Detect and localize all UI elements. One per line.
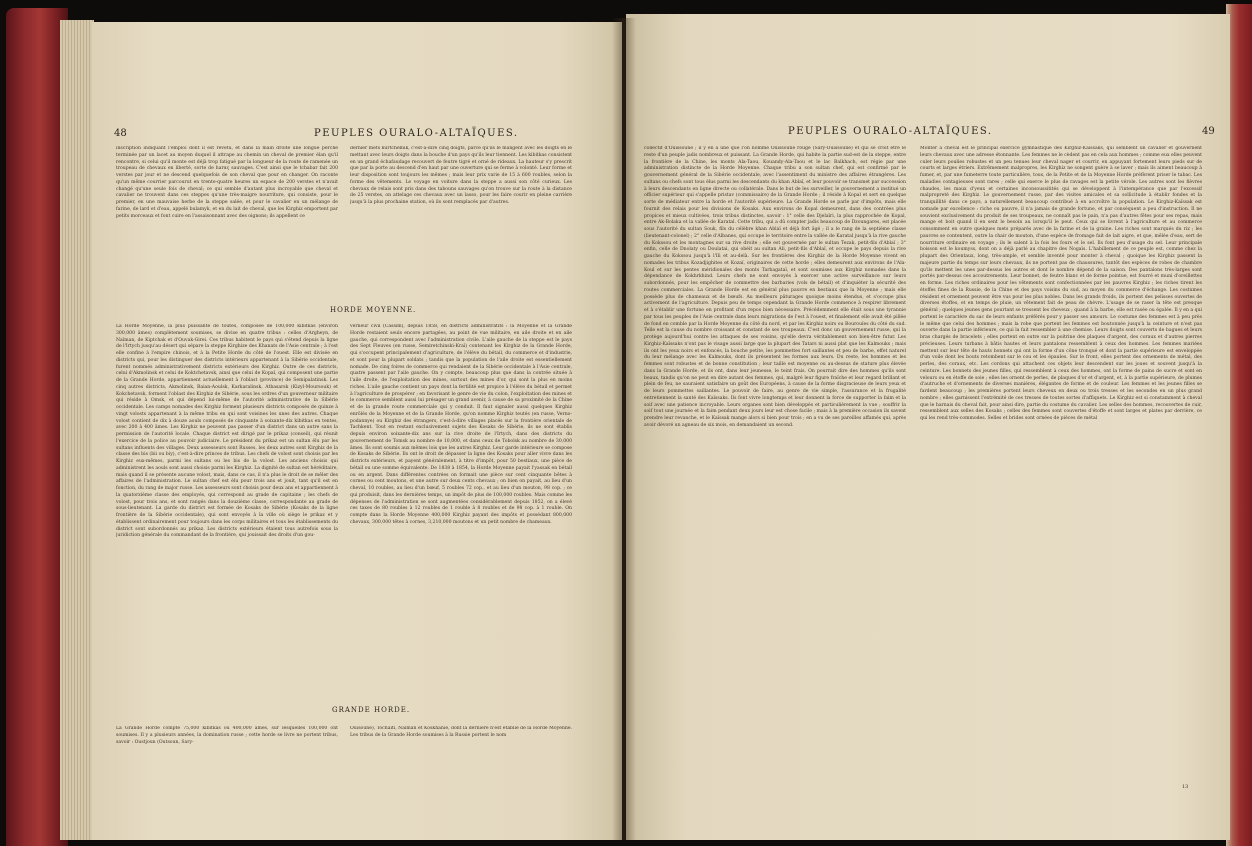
left-top-column-1: inscription indiquant l'emploi dont il est revêtu, et dans la main droite une longue perche terminée par un lacet au moyen duquel il attrape au chemin un cheval de premier élan qu'il rencontre, si celui qu'il monte est déjà trop fatigué par la longueur de la route de ramenée un troupeau de chevaux en liberté, sorte de harας sauvages. C'est ainsi que le tchabar fait 200 verstes par jour et ne descend quelquefois de son cheval que pour en changer. On raconte qu'un même courrier parcourut en trente-quatre heures un espace de 200 verstes et n'avait changé qu'une seule fois de cheval; ce qui semble d'autant plus incroyable que cheval et cavalier ne trouvent dans ces steppes qu'une très-maigre nourriture, qui consiste, pour le premier, en une mauvaise herbe de la steppe salée, et pour le cavalier en un mélange de farine, de lard et d'eau, appelé bulamyk, et en du lait de cheval, que les Kirghiz emportent par petits morceaux et font cuire en l'assaisonnant avec des oignons; ils appellent ce xyxy=(116,146,338,219)
right-column-2: Monter à cheval est le principal exercice gymnastique des Kirghiz-Kaïssaks, qui semblent un cavalier et gouvernent leurs chevaux avec une adresse étonnante. Les femmes ne le cèdent pas en cela aux hommes ; comme eux elles peuvent culer leurs poulies robustes et un peu tenues leur cheval nager et courrir, en appuyant fortement leurs pieds sur de courts et larges étriers. Extrêmement malpropres, les Kirghiz ne songent guère à se laver ; mais ils aiment beaucoup à fumer, et, par une fumeterre toute particulière, tous, de la Petite et de la Moyenne Horde préfèrent priser le tabac. Les maladies contagieuses sont rares ; celle qui exerce le plus de ravages est la petite vérole. Les autres sont les fièvres chaudes, les maux d'yeux et certaines inconsoussitités qui se développent à l'intempérance que par l'excessif malpropreté des Kirghiz. Le gouvernement russe, par des visites amicales et sa sollicitude à établir fondes et la tranquillité dans ce pays, a naturellement beaucoup contribué à en accroître la population. Le Kirghiz-Kaïssak est nomade par excellence : riche ou pauvre, il n'a jamais de grande fortune, et par conséquent a peu d'instruction. Il ne souvient exclusivement du produit de ses troupeaux, ne connaît pas le pain, n'a pas d'autres fêtes pour ses repas, mais mange et boit quand il en sent le besoin au lorsqu'il le peut. Ceux qui se livrent à l'agriculture et au commerce consomment en outre quelques mets préparés avec de la farine et de la graine. Les riches sont marqués du riz ; les pauvres se contentent, outre la chair de mouton, d'une espèce de fromage fait de lait aigre, et que, mêlée d'eau, sert de nourriture ordinaire en voyage ; ils le salent à la fois les fours et le sel. Ils font peu d'usage du sel. Leur principale boisson est le koumyss, dont on a déjà parlé au chapitre des Nogaïs. L'habillement de ce peuple est, comme chez la plupart des Orientaux, long, très-ample, et semble inventé pour monter à cheval ; quoique les Kirghiz passent la majeure partie du temps sur leurs chevaux, ils ne portent pas de chaussures, tantôt des espèces de robes de chambre qu'ils mettent les unes par-dessus les autres et dont le nombre dépend de la saison. Des pantalons très-larges sont portés par-dessus ces accoutrements. Leur bonnet, de feutre blanc et de forme pointue, est fourré et muni d'oreillettes en forme. Les riches ordinaires pour les vêtements sont confectionnées par les pauvres Kirghiz ; les riches tirent les étoffes fines de la Russie, de la Chine et des pays voisins du sud, au moyen du commerce d'échange. Les costumes résident et ornement peuvent être vus pour les plus nobles. Dans les grands froids, ils portent des pelisses ouvertes de diverses étoffes, et en temps de pluie, un vêtement fait de peau de chèvre. L'usage de se raser la tête est presque général ; quelques jeunes gens pourtant se tressent les cheveux ; quand à la barbe, elle est rasée ou égalée. Il y en a qui portent le caractère du sac de leurs enfants préférés pour y passer ses amours. Le costume des femmes est à peu près le même que celui des hommes ; mais la robe que portent les femmes est boutonnée jusqu'à la ceinture et n'est pas ouverte dans la partie inférieure, ce qui la fait ressembler à une chemise. Leurs doigts sont couverts de bagues et leurs bras chargés de bracelets ; elles portent en outre sur la poitrine des plaques d'argent, des coraux et d'autres pierres précieuses. Leurs turbans à bâtis hautes et leurs pantalons ressemblent à ceux des hommes. Les femmes mariées mettent sur leur tête de hauts bonnets qui ont la forme d'un cône tronqué et dont la partie supérieure est enveloppée d'un voile dont les bouts retombent sur le cou et les épaules. Sur le front, elles portent des ornements de métal, des perles, des coraux, etc. Les cordons qui attachent ces objets leur descendent sur les joues et souvent jusqu'à la ceinture. Les bonnets des jeunes filles, qui ressemblent à ceux des hommes, ont la forme de pains de sucre et sont en velours ou en étoffe de soie ; elles les ornent de perles, de plaques d'or et d'argent, et, à la partie supérieure, de plumes d'autruche et d'ornements de diverses manières, élégantes de forme et de couleur. Les femmes et les jeunes filles se fardent beaucoup ; les premières portent leurs cheveux en deux ou trois tresses et les secondes en un plus grand nombre ; elles garnissent l'extrémité de ces tresses de toutes sortes d'affiquets. Le Kirghiz est si constamment à cheval que le harnais du cheval fait, pour ainsi dire, partie du costume du cavalier. Les selles des hommes, recouvertes de cuir, ressemblent aux selles des Kosaks ; celles des femmes sont couvertes d'étoffe et sont larges et plates par derrière, ce qui les rend très-commodes. Selles et brides sont ornées de pièces de métal xyxy=(920,146,1202,421)
left-mid-column-1: La Horde Moyenne, la plus puissante de toutes, composée de 100,000 kibitkas (environ 300,000 âmes) complètement soumises, se divise en quatre tribus : celles d'Argheyn, de Naïman, de Kiptchak et d'Ouvak-Girei. Ces tribus habitent le pays qui s'étend depuis la ligne de l'Irtych jusqu'au désert qui sépare la steppe Kirghize des Khanats de l'Asie centrale ; à l'est elle confine à l'empire chinois, et à la Petite Horde du côté de l'ouest. Elle est divisée en districts qui, pour les distinguer des districts intérieurs appartenant à la Sibérie occidentale, furent nommés administrativement districts extérieurs des Kirghiz. Outre de ces districts, celui d'Akmolinsk et celui de Koktchetavsk, ainsi que celui de Kopal, qui composent une partie de la Grande Horde, appartiennent actuellement à l'oblast (province) de Semipalatinsk. Les cinq autres districts, Akmolinsk, Baian-Aoulsk, Karkaralinsk, Atbasarsk (Kizyl-Moursouk) et Kokchetavsk, forment l'oblast des Kirghiz de Sibérie, sous les ordres d'un gouverneur militaire qui réside à Omsk, et qui dépend lui-même de l'autorité administrative de la Sibérie occidentale. Les camps nomades des Kirghiz forment plusieurs districts composés de quinze à vingt volosts appartenant à la même tribu en qui sont voisines les unes des autres. Chaque volost contient de dix à douze aouls composés de cinquante à soixante-dix kibitkas en tentes, avec 200 à 400 âmes. Les Kirghiz ne peuvent pas passer d'un district dans un autre sans la permission de l'autorité locale. Chaque district est dirigé par le prikaz (conseil), qui réunit l'exercice de la police au pouvoir judiciaire. Le président du prikaz est un sultan élu par les sultans influents des villages. Deux assesseurs sont Russes, les deux autres sont Kirghiz de la classe des bis (bii ou biy), c'est-à-dire princes de tribus. Les chefs de volost sont choisis par les Kirghiz eux-mêmes, parmi les sultans ou les bis de la volost. Les anciens choisis qui administrent les aouls sont aussi choisis parmi les Kirghiz. La dignité de sultan est héréditaire, mais quand il se présente aucune volost, mais, dans ce cas, il n'a plus le droit de se mêler des affaires de l'administration. Le sultan chef est élu pour trois ans et jouit, tant qu'il est en fonction, du rang de major russe. Les assesseurs sont choisis pour deux ans et appartiennent à la quatorzième classe des employés, qui correspond au grade de capitaine ; les chefs de volost, pour trois ans, et sont rangés dans la douzième classe, correspondante au grade de sous-lieutenant. La garde du district est formée de Kosaks de Sibérie (Kosaks de la ligne frontière de la Sibérie occidentale), qui sont envoyés à la ville où siège le prikaz et y établissent ordinairement pour toujours dans les corps militaires et tous les établissements du district sont subordonnés au prikaz. Les districts extérieurs étaient tous autrefois sous la juridiction générale du commandant de la frontière, qui jouissait des droits d'un gou- xyxy=(116,324,338,539)
left-mid-column-2: verneur civil (Cassim), depuis 1858, en districts administratifs : la Moyenne et la Grande Horde restaient seuls encore partagées, au point de vue militaire, en aile droite et en aile gauche, qui correspondent avec l'administration civile. L'aile gauche de la steppe est le pays des Sept Fleuves (en russe, Semiretchinski-Kraï) contenant les Kirghiz de la Grande Horde, qui s'occupent principalement d'agriculture, de l'élève du bétail, du commerce et d'industrie, et sont pour la plupart soldats ; tandis que la population de l'aile droite est essentiellement nomade. De cinq foires de commerce qui rendaient de la Sibérie occidentale à l'Asie centrale, quatre passent par l'aile gauche. On y compte, beaucoup plus que dans la contrée située à l'aile droite, de l'exploitation des mines, surtout des mines d'or, qui sont la plus en moins riches. L'aile gauche contient un pays dont la fertilité est propice à l'élève du bétail et permet à l'agriculture de prospérer ; en favorisant le genre de vie du colon, l'exploitation des mines et le commerce semblent aussi lui présager un grand avenir, à cause de sa proximité de la Chine et de la grande route commerciale qui y conduit. Il faut signaler aussi quelques Kirghiz enrôlés de la Moyenne et de la Grande Horde, qu'on nomme Kirghiz teutés (en russe, Verno-podannye) ou Kirghiz des étrangers, c'est-à-dire villages placés sur la frontière orientale de Tachkent. Tout en restant exclusivement sujets des Kosaks de Sibérie, ils ne sont établis depuis environ soixante-dix ans sur la rive droite de l'Irtych, dans des districts du gouvernement de Tomsk au nombre de 10,000, et dans ceux de Tobolsk au nombre de 30,000 âmes. Ils sont soumis aux mêmes lois que les autres Kirghiz. Leur garde intérieure se compose de Kosaks de Sibérie. Ils ont le droit de dépasser la ligne des Kosaks pour aller vivre dans les districts extérieurs, et payent généralement, à titre d'impôt, pour 50 bestiaux, une pièce de bétail ou une somme équivalente. De 1838 à 1854, la Horde Moyenne payait l'yassak en bétail ou en argent. Dans différentes contrées on formait une pièce sur cent cinquante bêtes à cornes ou cent moutons, et une autre sur deux cents chevaux ; on bien on payait, au lieu d'un cheval, 10 roubles, au lieu d'un bœuf, 5 roubles 72 cop., et au lieu d'un mouton, 98 cop. ; ce qui produisit, dans les dernières temps, un impôt de plus de 100,000 roubles. Mais comme les dépenses de l'administration se sont augmentées considérablement depuis 1852, on a élevé ces taxes de 80 roubles à 12 roubles de 1 rouble à 8 roubles et de 98 cop. à 1 rouble. On compte dans la Horde Moyenne 400,000 Kirghiz payant des impôts et possédant 800,000 chevaux, 300,000 têtes à cornes, 3,210,000 moutons et un petit nombre de chameaux. xyxy=(350,324,572,525)
left-bottom-column-1: La Grande Horde compte 75,000 kibitkas ou 400,000 âmes, sur lesquelles 100,000 ont soumises. Il y a plusieurs années, la domination russe ; cette horde se livre ne portent tribus, savoir : Oustjoun (Outsoun, Sary- xyxy=(116,726,338,745)
right-running-head: PEUPLES OURALO-ALTAÏQUES. xyxy=(788,126,993,137)
signature-mark: 13 xyxy=(1182,784,1189,790)
section-heading-grande-horde: GRANDE HORDE. xyxy=(332,706,411,714)
left-page xyxy=(92,22,622,840)
left-top-column-2: dernier mets kurtchemik, c'est-à-dire cinq doigts, parce qu'ils le mangent avec les doigts en le mettant avec leurs doigts dans la bouche d'un pays qu'ils leur tiennent. Les kibitkas consistent en un grand échafaudage recouvert de feutre tigré et orné de rideaux. La hauteur s'y prescrit que par la porte au descend d'en haut par une ouverture qui se ferme à volonté. Leur forme et leur disposition sont toujours les mêmes ; mais leur prix varie de 15 à 600 roubles, selon la forme des vêtements. Le voyage en voiture dans la steppe a aussi son côté curieux. Les chevaux de relais sont pris dans des tabouns sauvages qu'on trouve sur la route à la distance de 25 verstes, on attelage ces chevaux avec un lasso, pour les faire courir en pleine carrière jusqu'à la plus prochaine station, où ils sont remplacés par d'autres. xyxy=(350,146,572,205)
left-bottom-column-2: Ouïsoune), Tochàiti, Naïman et Koskhanie, dont la dernière n'est établie de la Horde Moyenne. Les tribus de la Grande Horde soumises à la Russie portent le nom xyxy=(350,726,572,738)
page-edges-left xyxy=(60,20,94,840)
right-page xyxy=(626,14,1230,840)
section-heading-horde-moyenne: HORDE MOYENNE. xyxy=(330,306,417,314)
book-binding-left xyxy=(6,8,68,846)
page-gutter xyxy=(612,18,636,840)
left-running-head: PEUPLES OURALO-ALTAÏQUES. xyxy=(314,128,519,139)
right-page-number: 49 xyxy=(1202,126,1215,137)
left-page-number: 48 xyxy=(114,128,127,139)
right-column-1: collectif d'Ouissoune ; il y en a une que l'on nomme Ouissoune rouge (Sary-Ouissoune) et qui se croit être le reste d'un peuple jadis nombreux et puissant. La Grande Horde, qui habite la partie sud-est de la steppe, entre la frontière de la Chine, les monts Ala-Taou, Kouandy-Ala-Taou et le lac Balkhach, est régie par une administration distincte de la Horde Moyenne. Chaque tribu a son sultan chef, qui est confirmé par le gouvernement général de la Sibérie occidentale, avec l'assentiment du ministre des affaires étrangères. Les sultans ou chefs sont tous élus parmi les descendants du khan Ablaï, et leur pouvoir se transmet par succession à leurs descendants en ligne directe ou collatérale. Dans le but de les surveiller, le gouvernement a institué un officier supérieur qui s'appelle pristav (commissaire) de la Grande Horde ; il réside à Kopal et sert en quelque sorte de médiateur entre la horde et l'autorité supérieure. La Grande Horde se parle par d'impôts, mais elle fournit des relais pour les divisions de Kosaks. Aux environs de Kopal demeurent, dans des contrées plus propices et mieux cultivées, trois tribus distinctes, savoir : 1° celle des Djelaïri, la plus rapprochée de Kopal, entre Ak-Bolaka et la vallée de Karatal. Cette tribu, qui a dû compter jadis beaucoup de Dzoungares, est placée sous l'autorité du sultan Souk, fils du célèbre khan Ablaï et déjà fort âgé ; il a le rang de la septième classe (lieutenant-colonel) ; 2° celle d'Albanes, qui occupe le territoire entre la vallée de Karatal jusqu'à la rive gauche du Kokssou et les montagnes sur sa rive droite ; elle est gouvernée par le sultan Tezak, petit-fils d'Ablaï ; 3° enfin, celle de Dnolaty ou Doulatai, qui obéit au sultan Ali, petit-fils d'Ablaï, et occupe le pays depuis la rive gauche du Kokssou jusqu'à l'Ili et au-delà. Sur les frontières des Kirghiz de la Horde Moyenne vivent en nomades les tribus Kozadjighites et Kozaï, originaires de cette horde ; elles demeurent aux environs de l'Ala-Koul et sur les pentes méridionales des monts Tarbagataï, et sont soumises aux Kirghiz nomades dans la dépendance de Kokhrkhind. Leurs chefs ne sont envoyés à exercer une active surveillance sur leurs subordonnés, pour les empêcher de commettre des barbaries (vols de bétail) et d'inquiéter la sécurité des routes commerciales. La Grande Horde est en général plus pauvre en bestiaux que la Moyenne ; mais elle possède plus de chameaux et de bœufs. Au meilleurs pâturages quoique moins étendus, et s'occupe plus activement de l'agriculture. Depuis peu de temps cependant la Grande Horde commence à respirer librement et à s'établir une fortune en profitant d'un repos bien nécessaire. Précédemment elle était sous une tyrannie par tous les peuples de l'Asie centrale dans leurs migrations de l'est à l'ouest, et finalement elle avait été pillée de fond en comble par la Horde Moyenne du côté du nord, et par les Kirghiz noirs ou Bourouïes du côté du sud. Telle est la cause du nombre croissant et constant de ses troupeaux. C'est donc un gouvernement russe, qui la protège aujourd'hui contre les attaques de ses voisins, qu'elle devra véritablement son bien-être futur. Les Kirghiz-Kaïssaks n'ont pas le visage aussi large que la plupart des Tatars ni aussi plat que les Kalmouks ; mais ils ont les yeux noirs et enfoncés, la bouche petite, les pommettes fort saillantes et peu de barbe, effet naturel du leur mélange avec les Kalmouks, dont ils présentent les formes aux leurs. Du reste, les hommes et les femmes sont robustes et de bonne constitution ; leur taille est moyenne ou au-dessus de stature plus élevée dans la Grande Horde, et ils ont, dans leur jeunesse, le teint frais. On pourrait dire des hommes qu'ils sont beaux, tandis qu'on ne peut en dire autant des femmes, qui, malgré leur figure fraîche et leur regard brillant et plein de feu, ne sauraient satisfaire un goût des Européens, à cause de la forme disgracieuse de leurs yeux et de leurs pommettes saillantes. Le pouvoir de faire, au genre de vie simple, l'assurance et la frugalité entretiennent la santé des Kaïssaks. Ils font vivre longtemps et leur donnent la force de supporter la faim et la soif avec une patience incroyable. Leurs organes sont bien développés et particulièrement la vue ; souffrir la soif tout une journée et la faim pendant deux jours leur est chose facile ; mais à la première occasion ils savent prendre leur revanche, et le Kaïssak mange alors si bien pour trois ; en a vu de ses pareilles affamés qui, après avoir dévoré un agneau de six mois, en demandaient un second. xyxy=(644,146,906,428)
